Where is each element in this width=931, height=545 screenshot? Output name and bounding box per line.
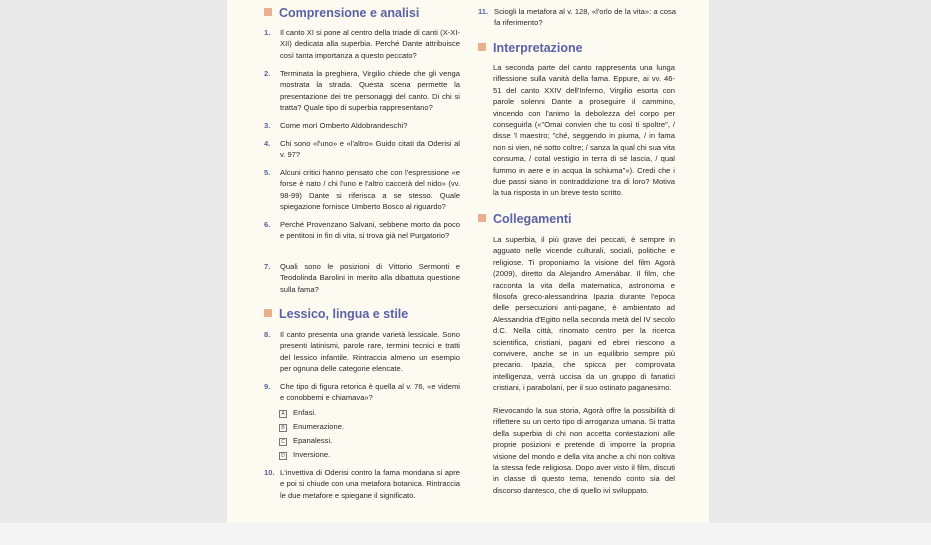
option-a[interactable]: A Enfasi. <box>279 407 316 418</box>
bottom-strip <box>0 523 931 545</box>
question-9: 9. Che tipo di figura retorica è quella al v. 76, «e videmi e conobbemi e chiamava»? <box>264 382 460 403</box>
section-bullet-icon <box>478 214 486 222</box>
checkbox-icon: B <box>279 424 287 432</box>
heading-interpretazione: Interpretazione <box>478 41 583 55</box>
interpretazione-text: La seconda parte del canto rappresenta una lunga riflessione sulla vanità della fama. Eppure, ai vv. 46-51 del canto XXIV dell'Inferno, Virgilio esorta con parole solenni Dante a proseguire il cammino, vincendo con l'animo la debolezza del corpo per conseguirla («"Omai convien che tu così ti spoltre", / disse 'l maestro; "ché, seggendo in piuma, / in fama non si vien, né sotto coltre; / sanza la qual chi sua vita consuma, / cotal vestigio in terra di sé lascia, / qual fummo in aere e in acqua la schiuma"»). Credi che i due passi siano in contraddizione tra di loro? Motiva la tua risposta in un breve testo scritto. <box>493 63 675 198</box>
question-6: 6. Perché Provenzano Salvani, sebbene morto da poco e pentitosi in fin di vita, si trova già nel Purgatorio? <box>264 220 460 241</box>
question-7: 7. Quali sono le posizioni di Vittorio Sermonti e Teodolinda Barolini in merito alla dibattuta questione sulla fama? <box>264 262 460 294</box>
heading-collegamenti: Collegamenti <box>478 212 572 226</box>
question-2: 2. Terminata la preghiera, Virgilio chiede che gli venga mostrata la strada. Questa scena permette la presentazione dei tre personaggi del canto. Di chi si tratta? Quale tipo di superbia rappresentano? <box>264 69 460 113</box>
collegamenti-paragraph-1: La superbia, il più grave dei peccati, è sempre in agguato nelle vicende culturali, sociali, politiche e religiose. Ti proponiamo la visione del film Agorà (2009), diretto da Alejandro Amenábar. Il film, che racconta la vita della matematica, astronoma e filosofa greco-alessandrina Ipazia durante l'epoca delle persecuzioni anti-pagane, è ambientato ad Alessandria d'Egitto nella seconda metà del IV secolo d.C. Nella città, rinomato centro per la ricerca scientifica, cristiani, pagani ed ebrei riescono a convivere, anche se in un equilibrio sempre più precario. Ipazia, che spicca per comprovata intelligenza, verrà uccisa da un gruppo di fanatici cristiani, i parabolani, per il suo ostinato paganesimo. <box>493 235 675 393</box>
checkbox-icon: C <box>279 438 287 446</box>
collegamenti-paragraph-2: Rievocando la sua storia, Agorà offre la possibilità di riflettere su un certo tipo di arroganza umana. Si tratta della superbia di chi non accetta contestazioni alle proprie posizioni e pretende di imporre la propria visione del mondo e della vita anche a chi non coltiva la stessa fede religiosa. Dopo aver visto il film, discuti in classe di questo tema, tenendo conto sia del discorso dantesco, che di quello ivi sviluppato. <box>493 406 675 495</box>
section-bullet-icon <box>478 43 486 51</box>
option-c[interactable]: C Epanalessi. <box>279 435 332 446</box>
section-bullet-icon <box>264 8 272 16</box>
question-1: 1. Il canto XI si pone al centro della triade di canti (X-XI-XII) dedicata alla superbia. Perché Dante attribuisce così tanta importanza a questo peccato? <box>264 28 460 60</box>
checkbox-icon: A <box>279 410 287 418</box>
question-10: 10. L'invettiva di Oderisi contro la fama mondana si apre e poi si chiude con una metafora botanica. Rintraccia le due metafore e spiegane il significato. <box>264 468 460 500</box>
option-b[interactable]: B Enumerazione. <box>279 421 344 432</box>
section-bullet-icon <box>264 309 272 317</box>
heading-lessico: Lessico, lingua e stile <box>264 307 408 321</box>
checkbox-icon: D <box>279 452 287 460</box>
question-4: 4. Chi sono «l'uno» e «l'altro» Guido citati da Oderisi al v. 97? <box>264 139 460 160</box>
question-11: 11. Sciogli la metafora al v. 128, «l'orlo de la vita»: a cosa fa riferimento? <box>478 7 676 28</box>
question-8: 8. Il canto presenta una grande varietà lessicale. Sono presenti latinismi, parole rare, termini tecnici e tratti del lessico infantile. Rintraccia almeno un esempio per ognuna delle categorie elencate. <box>264 330 460 374</box>
option-d[interactable]: D Inversione. <box>279 449 330 460</box>
question-5: 5. Alcuni critici hanno pensato che con l'espressione «e forse è nato / chi l'uno e l'altro caccerà del nido» (vv. 98-99) Dante si riferisca a se stesso. Quale spiegazione fornisce Umberto Bosco al riguardo? <box>264 168 460 212</box>
question-3: 3. Come morì Omberto Aldobrandeschi? <box>264 121 408 130</box>
heading-comprensione: Comprensione e analisi <box>264 6 419 20</box>
